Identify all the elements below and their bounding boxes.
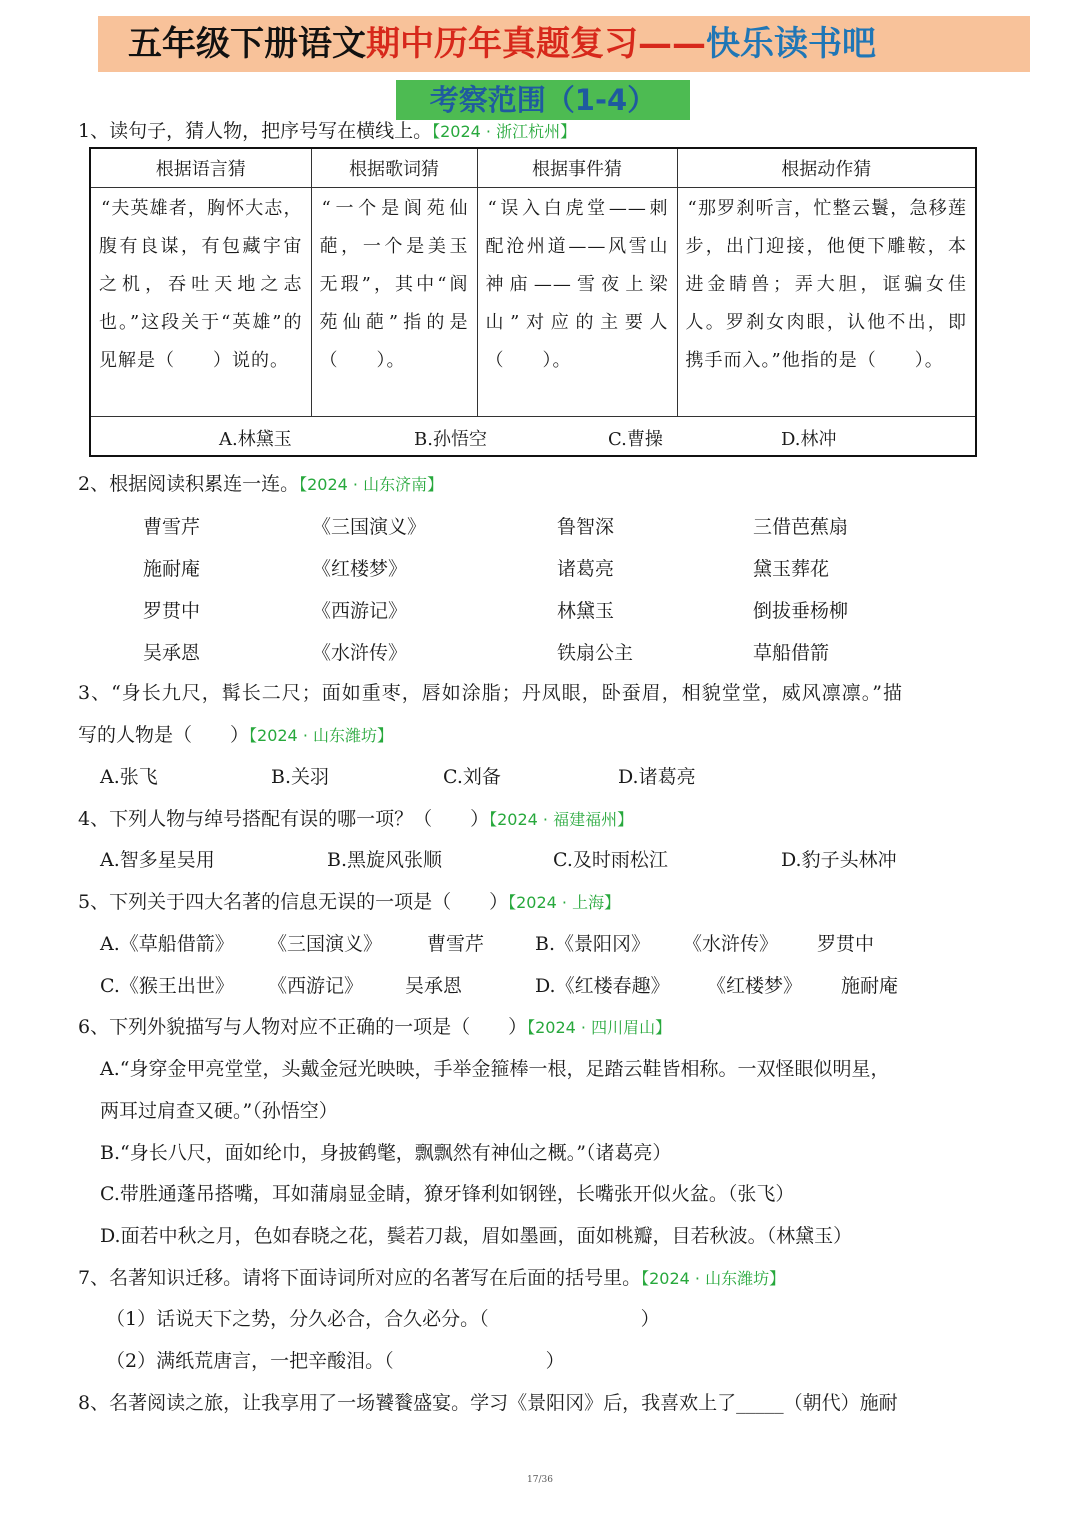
q2-book: 《三国演义》 [312,516,427,538]
q5-stem-text: 5、下列关于四大名著的信息无误的一项是（ ） [78,891,509,913]
q7-item-2: （2）满纸荒唐言，一把辛酸泪。（ ） [106,1350,565,1372]
q1-options-row [90,417,976,457]
q1-cell-lyrics: “一个是阆苑仙葩，一个是美玉无瑕”，其中“阆苑仙葩”指的是（ ）。 [311,188,477,417]
q5-source: 【2024 · 上海】 [508,893,621,912]
title-banner [98,16,1030,72]
q5-option-b-book: 《水浒传》 [683,933,779,955]
q6-source: 【2024 · 四川眉山】 [527,1018,672,1037]
title-part2: 期中历年真题复习—— [366,24,706,64]
q3-stem-line2 [78,722,393,749]
q4-stem [78,806,633,833]
q1-option-a: A.林黛玉 [219,429,292,450]
q2-character: 林黛玉 [557,600,615,622]
q1-option-b: B.孙悟空 [414,429,487,450]
q7-item-1: （1）话说天下之势，分久必合，合久必分。（ ） [106,1308,660,1330]
q6-stem-text: 6、下列外貌描写与人物对应不正确的一项是（ ） [78,1016,528,1038]
q7-source: 【2024 · 山东潍坊】 [641,1269,786,1288]
q3-stem-text: 写的人物是（ ） [78,724,250,746]
q5-stem [78,889,620,916]
q3-option-d: D.诸葛亮 [618,766,696,788]
q2-event: 草船借箭 [753,642,830,664]
q3-source: 【2024 · 山东潍坊】 [249,726,393,745]
q2-event: 黛玉葬花 [753,558,830,580]
q1-option-c: C.曹操 [608,429,663,450]
q5-option-b-author: 罗贯中 [817,933,875,955]
q6-option-c: C.带胜通蓬吊搭嘴，耳如蒲扇显金睛，獠牙锋利如钢锉，长嘴张开似火盆。（张飞） [100,1183,795,1205]
q5-option-c-author: 吴承恩 [405,975,463,997]
q5-option-d-title: D.《红楼春趣》 [535,975,670,997]
q4-option-c: C.及时雨松江 [553,849,668,871]
q5-option-d-book: 《红楼梦》 [707,975,803,997]
q3-option-b: B.关羽 [271,766,330,788]
q5-option-a-title: A.《草船借箭》 [100,933,234,955]
q5-option-a-book: 《三国演义》 [268,933,383,955]
q1-source: 【2024 · 浙江杭州】 [432,122,577,141]
q2-character: 诸葛亮 [557,558,615,580]
q6-option-a-line1: A.“身穿金甲亮堂堂，头戴金冠光映映，手举金箍棒一根，足踏云鞋皆相称。一双怪眼似明星， [100,1058,890,1080]
q1-header-event: 根据事件猜 [477,148,677,188]
q5-option-d-author: 施耐庵 [841,975,899,997]
q6-option-d: D.面若中秋之月，色如春晓之花，鬓若刀裁，眉如墨画，面如桃瓣，目若秋波。（林黛玉） [100,1225,853,1247]
q2-source: 【2024 · 山东济南】 [299,475,444,494]
q3-stem-line1: 3、“身长九尺，髯长二尺；面如重枣，唇如涂脂；丹凤眼，卧蚕眉，相貌堂堂，威风凛凛。”描 [78,682,904,704]
q2-character: 铁扇公主 [557,642,634,664]
q4-source: 【2024 · 福建福州】 [489,810,634,829]
q5-option-c-book: 《西游记》 [268,975,364,997]
page-number: 17/36 [527,1475,553,1485]
q3-option-a: A.张飞 [100,766,158,788]
q5-option-b-title: B.《景阳冈》 [535,933,651,955]
q4-option-a: A.智多星吴用 [100,849,215,871]
q2-book: 《红楼梦》 [312,558,408,580]
q2-stem-text: 2、根据阅读积累连一连。 [78,473,300,495]
q4-option-b: B.黑旋风张顺 [327,849,443,871]
q2-event: 倒拔垂杨柳 [753,600,849,622]
q2-stem [78,471,443,498]
q5-option-a-author: 曹雪芹 [427,933,485,955]
q6-stem [78,1014,671,1041]
q7-stem [78,1265,785,1292]
q1-cell-event: “误入白虎堂——刺配沧州道——风雪山神庙——雪夜上梁山”对应的主要人（ ）。 [477,188,677,417]
q4-stem-text: 4、下列人物与绰号搭配有误的哪一项？（ ） [78,808,490,830]
q7-stem-text: 7、名著知识迁移。请将下面诗词所对应的名著写在后面的括号里。 [78,1267,642,1289]
q8-stem: 8、名著阅读之旅，让我享用了一场饕餮盛宴。学习《景阳冈》后，我喜欢上了_____（朝代）施耐 [78,1392,898,1414]
q4-option-d: D.豹子头林冲 [781,849,897,871]
q1-option-d: D.林冲 [781,429,837,450]
q2-author: 罗贯中 [143,600,201,622]
q3-option-c: C.刘备 [443,766,501,788]
q1-stem-text: 1、读句子，猜人物，把序号写在横线上。 [78,120,433,142]
q2-book: 《西游记》 [312,600,408,622]
q2-author: 曹雪芹 [143,516,201,538]
q2-event: 三借芭蕉扇 [753,516,849,538]
q2-character: 鲁智深 [557,516,615,538]
q1-stem [78,118,576,145]
q6-option-a-line2: 两耳过肩查又硬。”（孙悟空） [100,1100,338,1122]
q5-option-c-title: C.《猴王出世》 [100,975,234,997]
exam-range-badge: 考察范围（1-4） [396,80,690,120]
q2-author: 施耐庵 [143,558,201,580]
title-part1: 五年级下册语文 [128,24,366,64]
q1-cell-language: “夫英雄者，胸怀大志，腹有良谋，有包藏宇宙之机，吞吐天地之志也。”这段关于“英雄”的见解是（ ）说的。 [90,188,311,417]
q1-header-action: 根据动作猜 [677,148,976,188]
q6-option-b: B.“身长八尺，面如纶巾，身披鹤氅，飘飘然有神仙之概。”（诸葛亮） [100,1142,672,1164]
title-part3: 快乐读书吧 [706,24,876,64]
q2-author: 吴承恩 [143,642,201,664]
q1-header-lyrics: 根据歌词猜 [311,148,477,188]
q1-table [89,147,977,457]
q1-header-language: 根据语言猜 [90,148,311,188]
q2-book: 《水浒传》 [312,642,408,664]
q1-cell-action: “那罗刹听言，忙整云鬟，急移莲步，出门迎接，他便下雕鞍，本进金睛兽；弄大胆，诓骗女佳人。罗刹女肉眼，认他不出，即携手而入。”他指的是（ ）。 [677,188,976,417]
